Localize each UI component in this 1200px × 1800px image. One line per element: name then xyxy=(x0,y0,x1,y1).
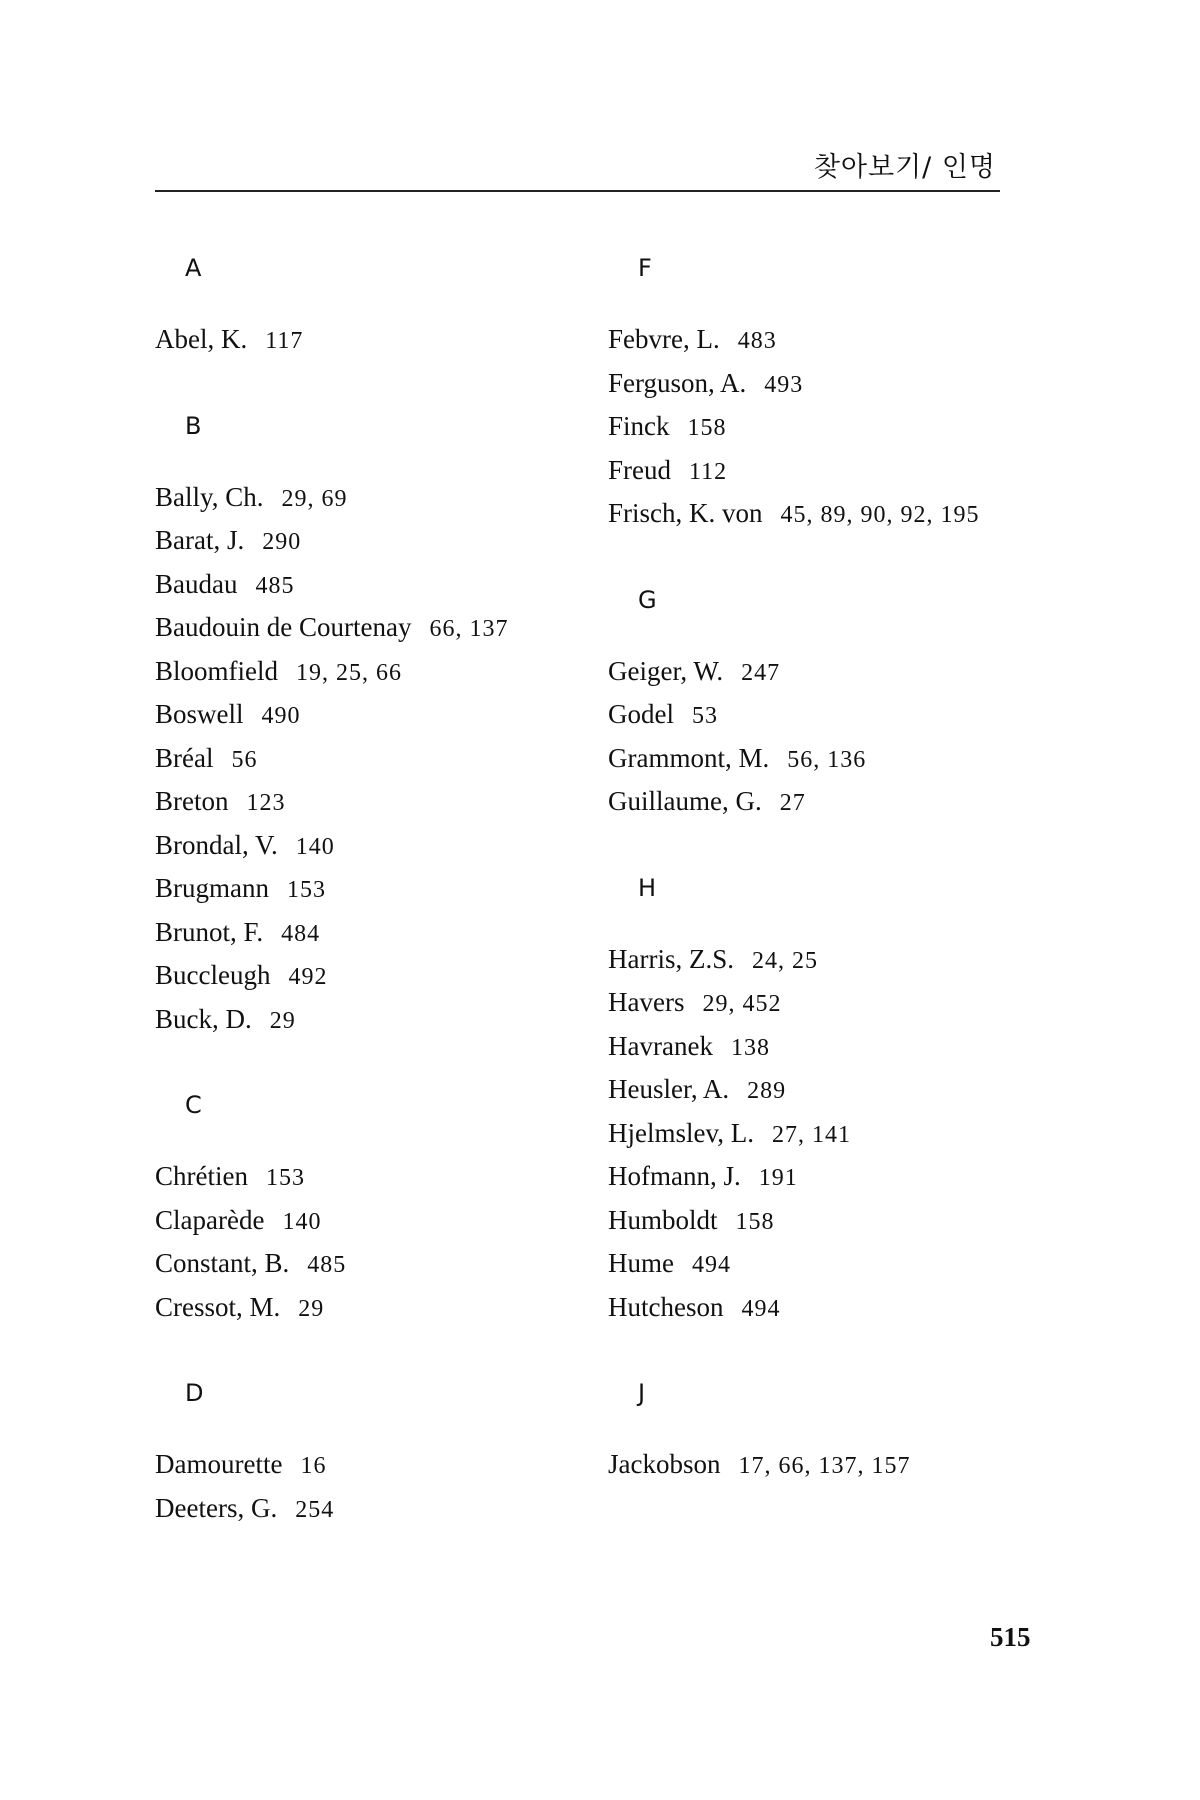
section-gap xyxy=(155,362,625,406)
entry-name: Grammont, M. xyxy=(608,742,770,773)
entry-pages: 29, 69 xyxy=(281,485,348,512)
entry-name: Boswell xyxy=(155,699,244,729)
entry-pages: 490 xyxy=(261,703,301,729)
entry-name: Geiger, W. xyxy=(608,655,724,686)
index-entry xyxy=(155,650,625,694)
entry-name: Jackobson xyxy=(608,1449,721,1479)
entry-pages: 484 xyxy=(281,920,321,947)
entry-pages: 66, 137 xyxy=(429,616,509,642)
index-section-h xyxy=(608,868,1078,1374)
index-entry xyxy=(155,1199,625,1243)
entry-pages: 117 xyxy=(265,328,304,354)
index-entry xyxy=(155,693,625,737)
index-entry xyxy=(608,405,1078,449)
index-entry xyxy=(155,867,625,911)
index-entry xyxy=(608,1199,1078,1243)
entry-pages: 485 xyxy=(307,1252,347,1278)
entry-pages: 17, 66, 137, 157 xyxy=(738,1453,911,1479)
entry-pages: 29 xyxy=(269,1007,296,1034)
entry-pages: 289 xyxy=(747,1078,787,1104)
index-entry xyxy=(608,780,1078,824)
section-letter: D xyxy=(185,1379,204,1407)
index-section-a xyxy=(155,248,625,406)
index-entry xyxy=(608,1068,1078,1112)
header-title: 찾아보기/ 인명 xyxy=(813,152,996,183)
index-entry xyxy=(608,1242,1078,1286)
index-entry xyxy=(155,1443,625,1487)
entry-pages: 123 xyxy=(246,790,286,816)
entry-name: Claparède xyxy=(155,1204,265,1235)
entry-list xyxy=(155,476,625,1042)
entry-name: Damourette xyxy=(155,1449,283,1479)
section-letter: F xyxy=(638,254,652,282)
entry-name: Buccleugh xyxy=(155,960,271,990)
entry-pages: 140 xyxy=(295,833,335,860)
entry-pages: 45, 89, 90, 92, 195 xyxy=(780,502,980,528)
entry-name: Febvre, L. xyxy=(608,324,720,354)
entry-pages: 483 xyxy=(737,328,777,354)
index-section-g xyxy=(608,580,1078,868)
entry-pages: 53 xyxy=(691,703,718,729)
index-entry xyxy=(608,1155,1078,1199)
entry-name: Brunot, F. xyxy=(155,916,264,947)
section-letter: C xyxy=(185,1091,202,1119)
index-entry xyxy=(608,449,1078,493)
entry-pages: 29 xyxy=(298,1295,325,1322)
index-section-j xyxy=(608,1373,1078,1487)
entry-list xyxy=(608,938,1078,1330)
index-entry xyxy=(155,1487,625,1531)
section-letter: A xyxy=(185,254,202,282)
entry-pages: 153 xyxy=(287,877,326,903)
entry-name: Breton xyxy=(155,786,229,816)
index-entry xyxy=(155,476,625,520)
entry-pages: 290 xyxy=(262,529,302,555)
entry-name: Bréal xyxy=(155,742,214,773)
entry-pages: 27, 141 xyxy=(771,1121,851,1148)
index-entry xyxy=(155,954,625,998)
entry-name: Constant, B. xyxy=(155,1248,290,1278)
entry-name: Chrétien xyxy=(155,1161,248,1191)
index-entry xyxy=(608,1112,1078,1156)
entry-pages: 56, 136 xyxy=(787,746,867,773)
index-entry xyxy=(155,1155,625,1199)
index-entry xyxy=(155,1242,625,1286)
entry-name: Harris, Z.S. xyxy=(608,943,734,974)
entry-pages: 254 xyxy=(295,1496,335,1523)
entry-name: Brondal, V. xyxy=(155,829,278,860)
index-entry xyxy=(608,492,1078,536)
entry-pages: 112 xyxy=(689,458,728,485)
index-entry xyxy=(155,824,625,868)
section-letter: B xyxy=(185,411,202,440)
index-entry xyxy=(155,998,625,1042)
entry-list xyxy=(608,1443,1078,1487)
section-letter: J xyxy=(638,1379,646,1407)
entry-pages: 56 xyxy=(231,746,258,773)
entry-list xyxy=(608,650,1078,824)
entry-list xyxy=(155,1443,625,1530)
entry-pages: 16 xyxy=(300,1453,327,1479)
index-entry xyxy=(608,938,1078,982)
entry-name: Havers xyxy=(608,987,685,1017)
entry-name: Havranek xyxy=(608,1030,713,1061)
entry-list xyxy=(155,318,625,362)
entry-pages: 247 xyxy=(741,659,781,686)
index-entry xyxy=(608,362,1078,406)
entry-name: Finck xyxy=(608,411,670,441)
entry-name: Baudouin de Courtenay xyxy=(155,612,412,642)
index-section-f xyxy=(608,248,1078,580)
section-gap xyxy=(155,1041,625,1085)
entry-pages: 29, 452 xyxy=(702,991,782,1017)
index-entry xyxy=(608,650,1078,694)
entry-pages: 19, 25, 66 xyxy=(296,659,402,686)
index-section-c xyxy=(155,1085,625,1373)
section-gap xyxy=(608,824,1078,868)
running-header xyxy=(155,140,1000,192)
entry-name: Heusler, A. xyxy=(608,1074,730,1104)
entry-name: Ferguson, A. xyxy=(608,367,747,398)
entry-pages: 485 xyxy=(255,572,295,599)
index-entry xyxy=(155,911,625,955)
index-entry xyxy=(155,563,625,607)
index-entry xyxy=(608,737,1078,781)
index-entry xyxy=(608,1286,1078,1330)
entry-list xyxy=(608,318,1078,536)
entry-name: Godel xyxy=(608,699,674,729)
entry-name: Hutcheson xyxy=(608,1291,724,1322)
index-entry xyxy=(155,318,625,362)
index-entry xyxy=(155,737,625,781)
entry-pages: 493 xyxy=(764,371,804,398)
entry-name: Buck, D. xyxy=(155,1003,252,1034)
section-letter: G xyxy=(638,585,657,614)
entry-pages: 494 xyxy=(691,1252,731,1278)
index-entry xyxy=(155,1286,625,1330)
index-section-b xyxy=(155,406,625,1086)
index-entry xyxy=(155,606,625,650)
entry-name: Guillaume, G. xyxy=(608,786,762,816)
section-gap xyxy=(608,1329,1078,1373)
index-entry xyxy=(608,693,1078,737)
section-gap xyxy=(608,536,1078,580)
page-number: 515 xyxy=(990,1622,1031,1652)
entry-name: Barat, J. xyxy=(155,525,245,555)
section-letter: H xyxy=(638,873,657,902)
entry-name: Hume xyxy=(608,1248,674,1278)
index-section-d xyxy=(155,1373,625,1530)
entry-name: Brugmann xyxy=(155,873,269,903)
entry-name: Bloomfield xyxy=(155,655,278,686)
entry-name: Baudau xyxy=(155,568,238,599)
entry-list xyxy=(155,1155,625,1329)
entry-name: Humboldt xyxy=(608,1204,718,1235)
index-entry xyxy=(155,780,625,824)
entry-name: Deeters, G. xyxy=(155,1492,278,1523)
entry-name: Hjelmslev, L. xyxy=(608,1117,754,1148)
index-entry xyxy=(155,519,625,563)
section-gap xyxy=(155,1329,625,1373)
entry-pages: 140 xyxy=(282,1208,322,1235)
entry-pages: 158 xyxy=(687,415,727,441)
entry-pages: 494 xyxy=(741,1295,781,1322)
entry-pages: 158 xyxy=(735,1208,775,1235)
entry-name: Hofmann, J. xyxy=(608,1161,741,1191)
entry-pages: 24, 25 xyxy=(751,947,818,974)
index-entry xyxy=(608,1443,1078,1487)
entry-pages: 27 xyxy=(779,790,806,816)
entry-pages: 153 xyxy=(265,1165,305,1191)
entry-name: Bally, Ch. xyxy=(155,481,264,512)
index-entry xyxy=(608,981,1078,1025)
entry-name: Cressot, M. xyxy=(155,1291,281,1322)
entry-name: Freud xyxy=(608,454,671,485)
entry-pages: 191 xyxy=(758,1165,798,1191)
entry-name: Abel, K. xyxy=(155,324,248,354)
index-entry xyxy=(608,318,1078,362)
index-column-left xyxy=(155,248,625,1530)
index-column-right xyxy=(608,248,1078,1487)
entry-name: Frisch, K. von xyxy=(608,498,763,528)
index-entry xyxy=(608,1025,1078,1069)
entry-pages: 138 xyxy=(730,1034,770,1061)
entry-pages: 492 xyxy=(288,964,328,990)
